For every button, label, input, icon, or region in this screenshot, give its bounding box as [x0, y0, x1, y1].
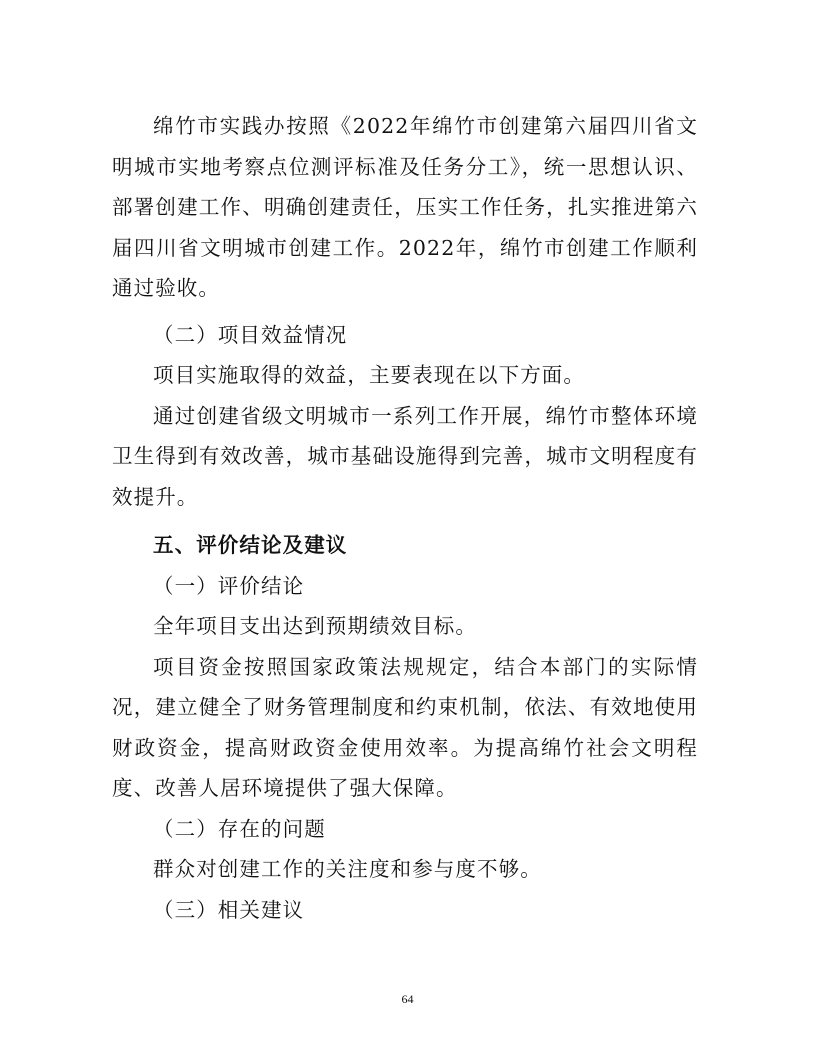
section-heading-conclusions: 五、评价结论及建议 — [153, 533, 348, 557]
paragraph-benefits-intro: 项目实施取得的效益，主要表现在以下方面。 — [153, 363, 585, 387]
page-number: 64 — [401, 992, 414, 1006]
subheading-suggestions: （三）相关建议 — [153, 897, 305, 922]
paragraph-conclusion-summary: 全年项目支出达到预期绩效目标。 — [153, 614, 477, 638]
paragraph-problems: 群众对创建工作的关注度和参与度不够。 — [153, 857, 542, 881]
paragraph-benefits-detail: 通过创建省级文明城市一系列工作开展，绵竹市整体环境卫生得到有效改善，城市基础设施得到完善，城市文明程度有效提升。 — [112, 403, 698, 509]
subheading-evaluation-conclusion: （一）评价结论 — [153, 573, 305, 598]
document-body — [112, 106, 698, 930]
paragraph-implementation: 绵竹市实践办按照《2022年绵竹市创建第六届四川省文明城市实地考察点位测评标准及任务分工》，统一思想认识、部署创建工作、明确创建责任，压实工作任务，扎实推进第六届四川省文明城市创建工作。2022年，绵竹市创建工作顺利通过验收。 — [112, 114, 698, 300]
subheading-existing-problems: （二）存在的问题 — [153, 816, 326, 841]
subheading-project-benefits: （二）项目效益情况 — [153, 322, 348, 347]
paragraph-conclusion-detail: 项目资金按照国家政策法规规定，结合本部门的实际情况，建立健全了财务管理制度和约束机制，依法、有效地使用财政资金，提高财政资金使用效率。为提高绵竹社会文明程度、改善人居环境提供了强大保障。 — [112, 654, 698, 800]
